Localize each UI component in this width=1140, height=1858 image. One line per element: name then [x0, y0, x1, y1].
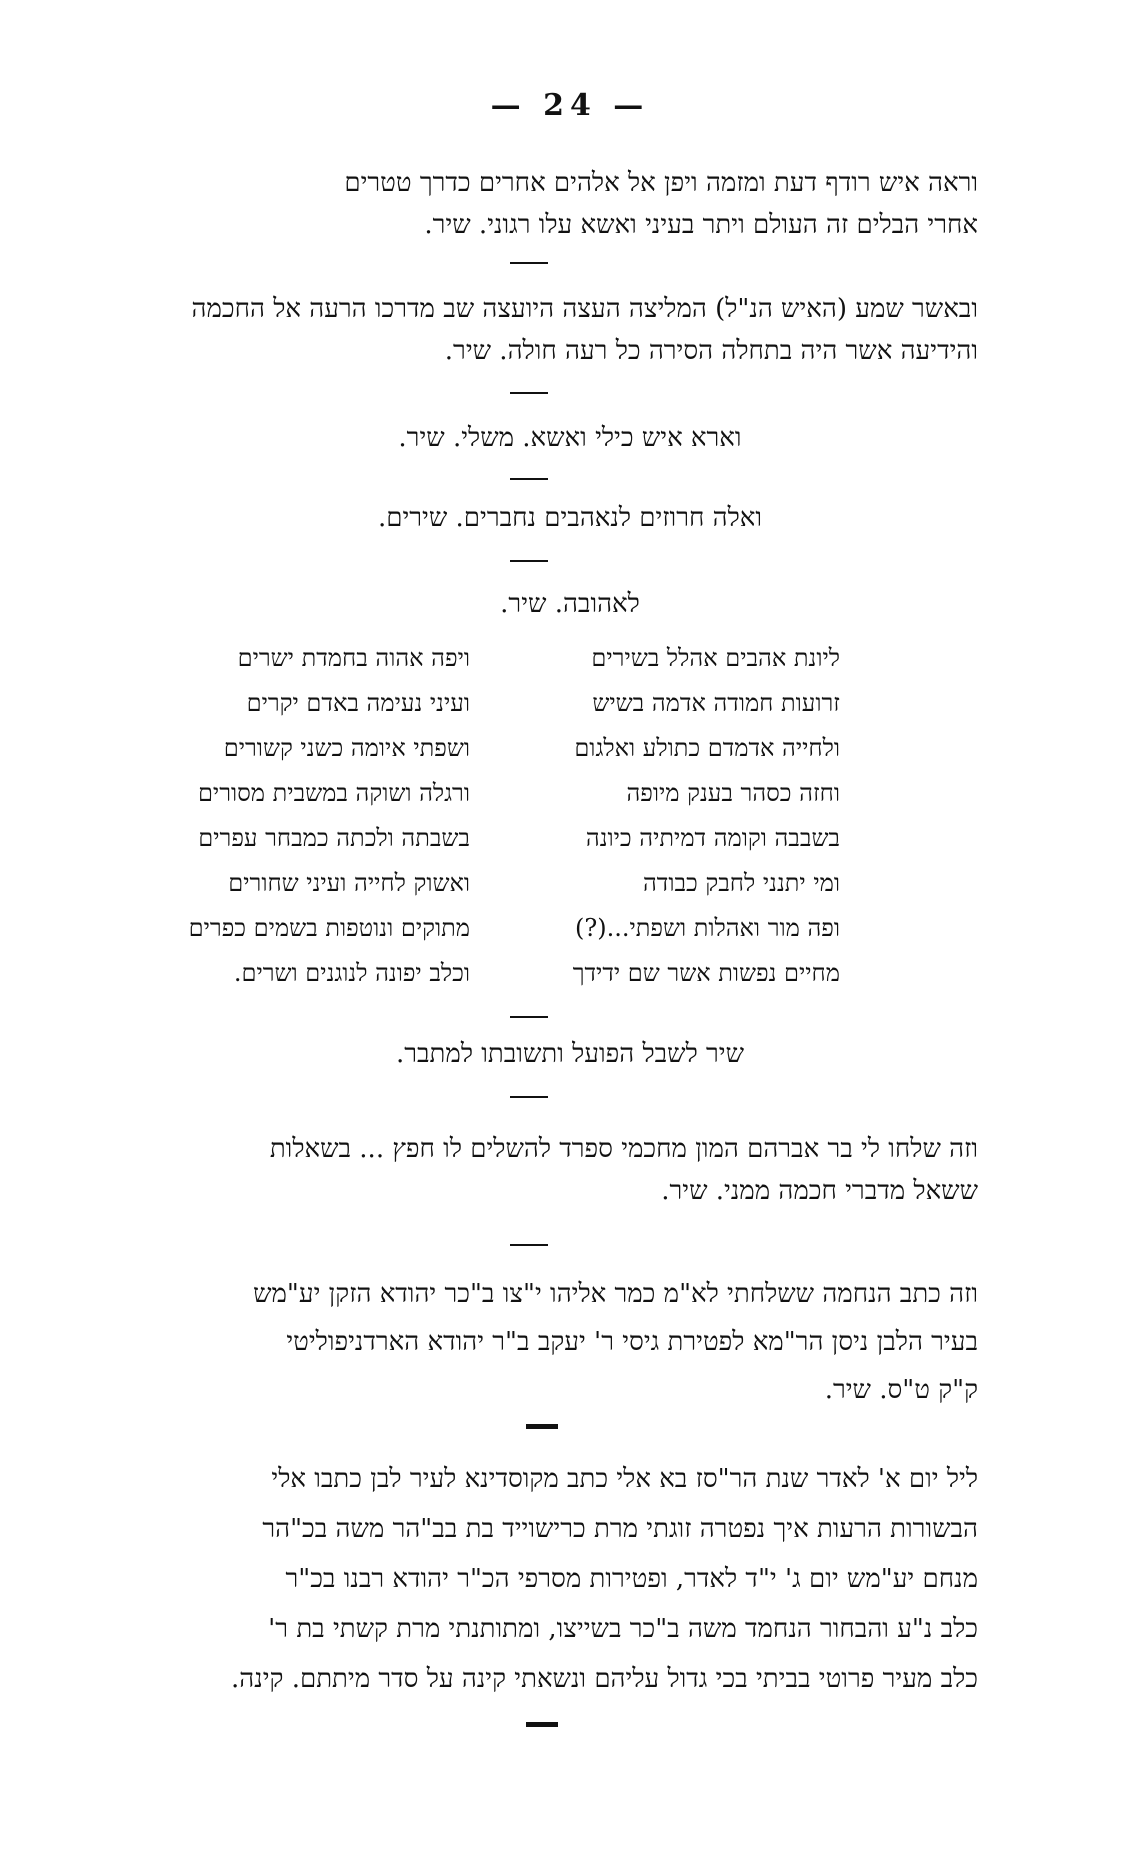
paragraph-9 [48, 1454, 978, 1704]
poem-hemistich-right: מחיים נפשות אשר שם ידידך [572, 959, 840, 987]
poem [120, 636, 840, 996]
text-line: מנחם יע"מש יום ג' י"ד לאדר, ופטירות מסרפי הכ"ר יהודא רבנו בכ"ר [285, 1564, 978, 1594]
poem-hemistich-left: ושפתי איומה כשני קשורים [223, 734, 470, 762]
poem-hemistich-right: בשבבה וקומה דמיתיה כיונה [585, 824, 840, 852]
divider [526, 1722, 558, 1727]
paragraph-6: שיר לשבל הפועל ותשובתו למתבר. [395, 1039, 745, 1069]
poem-hemistich-right: ומי יתנני לחבק כבודה [642, 869, 840, 897]
text-line: וראה איש רודף דעת ומזמה ויפן אל אלהים אחרים כדרך טטרים [344, 168, 978, 198]
text-line: הבשורות הרעות איך נפטרה זוגתי מרת כרישוייד בת בב"הר משה בכ"הר [262, 1514, 978, 1544]
divider [526, 1424, 558, 1429]
poem-line [120, 681, 840, 726]
text-line: וזה שלחו לי בר אברהם המון מחכמי ספרד להשלים לו חפץ ... בשאלות [269, 1134, 978, 1164]
divider [510, 478, 548, 480]
text-line: בעיר הלבן ניסן הר"מא לפטירת גיסי ר' יעקב ב"ר יהודא הארדניפוליטי [286, 1327, 978, 1357]
poem-hemistich-left: וכלב יפונה לנוגנים ושרים. [233, 959, 470, 987]
poem-line [120, 636, 840, 681]
poem-line [120, 726, 840, 771]
paragraph-3: וארא איש כילי ואשא. משלי. שיר. [398, 423, 742, 453]
paragraph-4: ואלה חרוזים לנאהבים נחברים. שירים. [377, 503, 763, 533]
text-line: כלב נ"ע והבחור הנחמד משה ב"כר בשייצו, ומתותנתי מרת קשתי בת ר' [268, 1614, 978, 1644]
text-line: אחרי הבלים זה העולם ויתר בעיני ואשא עלו רגוני. שיר. [424, 210, 978, 240]
divider [510, 262, 548, 264]
text-line: ששאל מדברי חכמה ממני. שיר. [661, 1176, 978, 1206]
text-line: ליל יום א' לאדר שנת הר"סז בא אלי כתב מקוסדינא לעיר לבן כתבו אלי [271, 1464, 978, 1494]
text-line: וזה כתב הנחמה ששלחתי לא"מ כמר אליהו י"צו ב"כר יהודא הזקן יע"מש [253, 1279, 978, 1309]
poem-hemistich-left: מתוקים ונוטפות בשמים כפרים [188, 914, 470, 942]
divider [510, 1016, 548, 1018]
poem-hemistich-left: ואשוק לחייה ועיני שחורים [228, 869, 470, 897]
poem-hemistich-left: ועיני נעימה באדם יקרים [246, 689, 470, 717]
poem-hemistich-left: בשבתה ולכתה כמבחר עפרים [198, 824, 470, 852]
poem-line [120, 771, 840, 816]
text-line: והידיעה אשר היה בתחלה הסירה כל רעה חולה. שיר. [444, 336, 978, 366]
poem-line [120, 861, 840, 906]
poem-hemistich-left: ויפה אהוה בחמדת ישרים [237, 644, 470, 672]
paragraph-8 [48, 1270, 978, 1414]
text-line: ובאשר שמע (האיש הנ"ל) המליצה העצה היועצה שב מדרכו הרעה אל החכמה [191, 294, 978, 324]
divider [510, 1244, 548, 1246]
poem-hemistich-right: ליונת אהבים אהלל בשירים [591, 644, 840, 672]
poem-line [120, 906, 840, 951]
paragraph-1 [48, 162, 978, 246]
divider [510, 1096, 548, 1098]
poem-hemistich-right: זרועות חמודה אדמה בשיש [592, 689, 840, 717]
paragraph-7 [48, 1128, 978, 1212]
poem-hemistich-left: ורגלה ושוקה במשבית מסורים [197, 779, 470, 807]
divider [510, 560, 548, 562]
poem-line [120, 816, 840, 861]
poem-hemistich-right: ולחייה אדמדם כתולע ואלגום [574, 734, 840, 762]
text-line: ק"ק ט"ס. שיר. [824, 1375, 978, 1405]
divider [510, 392, 548, 394]
paragraph-2 [48, 288, 978, 372]
poem-line [120, 951, 840, 996]
poem-title: לאהובה. שיר. [500, 589, 640, 619]
poem-hemistich-right: ופה מור ואהלות ושפתי...(?) [574, 914, 840, 942]
poem-hemistich-right: וחזה כסהר בענק מיופה [626, 779, 840, 807]
page-number: — 24 — [490, 88, 650, 123]
text-line: כלב מעיר פרוטי בביתי בכי גדול עליהם ונשאתי קינה על סדר מיתתם. קינה. [231, 1664, 978, 1694]
